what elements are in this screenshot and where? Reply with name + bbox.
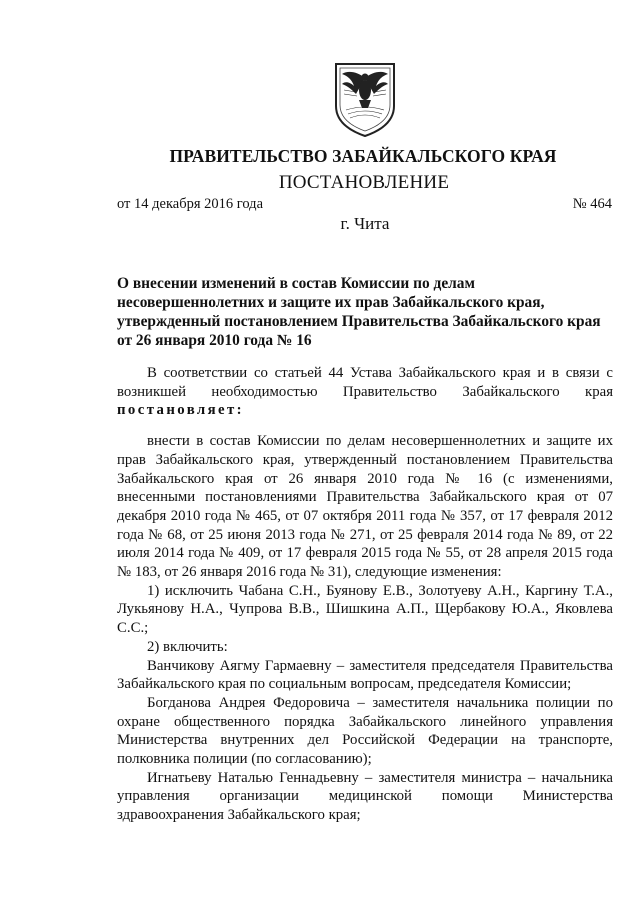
document-subject: О внесении изменений в состав Комиссии по делам несовершеннолетних и защите их прав Забайкальского края, утвержденный постановлением Правительства Забайкальского края от 26 января 2010 года № 16 [117, 275, 601, 349]
document-type: ПОСТАНОВЛЕНИЕ [278, 172, 450, 193]
body-paragraph: 1) исключить Чабана С.Н., Буянову Е.В., Золотуеву А.Н., Каргину Т.А., Лукьянову Н.А., Чупрова В.В., Шишкина А.П., Щербакову Ю.А., Яковлева С.С.; [117, 582, 613, 637]
body-paragraph: 2) включить: [147, 638, 228, 655]
preamble-paragraph [117, 364, 613, 420]
decree-word: постановляет: [117, 402, 244, 419]
document-date: от 14 декабря 2016 года [117, 196, 263, 212]
preamble-text: В соответствии со статьей 44 Устава Забайкальского края и в связи с возникшей необходимостью Правительство Забайкальского края [117, 365, 613, 400]
government-title: ПРАВИТЕЛЬСТВО ЗАБАЙКАЛЬСКОГО КРАЯ [169, 146, 557, 166]
document-city: г. Чита [340, 214, 390, 233]
body-paragraph: внести в состав Комиссии по делам несовершеннолетних и защите их прав Забайкальского края, утвержденный постановлением Правительства Забайкальского края от 26 января 2010 года № 16 (с изменениями, внесенными постановлениями Правительства Забайкальского края от 07 декабря 2010 года № 465, от 07 октября 2011 года № 357, от 17 февраля 2012 года № 68, от 25 июня 2013 года № 271, от 25 февраля 2014 года № 89, от 22 июля 2014 года № 409, от 17 февраля 2015 года № 55, от 28 апреля 2015 года № 183, от 26 января 2016 года № 31), следующие изменения: [117, 433, 613, 581]
coat-of-arms-icon [330, 60, 400, 138]
body-paragraph: Богданова Андрея Федоровича – заместителя начальника полиции по охране общественного порядка Забайкальского линейного управления Министерства внутренних дел Российской Федерации на транспорте, полковника полиции (по согласованию); [117, 694, 613, 768]
body-paragraph: Ванчикову Аягму Гармаевну – заместителя председателя Правительства Забайкальского края по социальным вопросам, председателя Комиссии; [117, 657, 613, 693]
document-number: № 464 [572, 196, 612, 212]
body-paragraph: Игнатьеву Наталью Геннадьевну – заместителя министра – начальника управления организации медицинской помощи Министерства здравоохранения Забайкальского края; [117, 769, 613, 824]
document-body [117, 364, 613, 825]
